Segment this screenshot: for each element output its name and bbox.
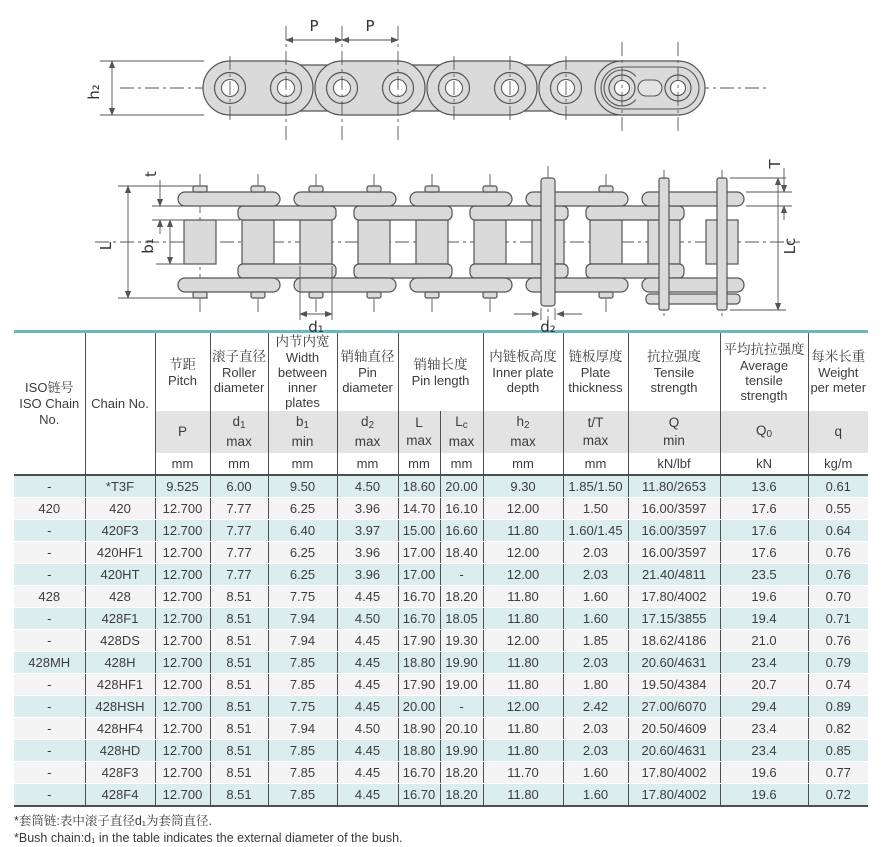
table-cell: 18.80 bbox=[398, 740, 440, 762]
table-cell: 11.80 bbox=[483, 520, 563, 542]
table-cell: 21.0 bbox=[720, 630, 808, 652]
table-cell: 19.30 bbox=[440, 630, 483, 652]
table-cell: 19.4 bbox=[720, 608, 808, 630]
table-cell: - bbox=[14, 564, 85, 586]
table-cell: - bbox=[14, 740, 85, 762]
table-cell: 6.40 bbox=[268, 520, 337, 542]
table-cell: 3.97 bbox=[337, 520, 398, 542]
symbol-cell: d1 max bbox=[210, 411, 268, 453]
table-cell: 19.00 bbox=[440, 674, 483, 696]
table-cell: 7.94 bbox=[268, 630, 337, 652]
table-cell: - bbox=[14, 762, 85, 784]
table-cell: 0.74 bbox=[808, 674, 868, 696]
symbol-cell: q bbox=[808, 411, 868, 453]
table-cell: - bbox=[14, 608, 85, 630]
table-cell: 12.700 bbox=[155, 740, 210, 762]
table-cell: 0.61 bbox=[808, 475, 868, 498]
symbol-cell: h2 max bbox=[483, 411, 563, 453]
table-cell: 20.10 bbox=[440, 718, 483, 740]
table-cell: 9.525 bbox=[155, 475, 210, 498]
table-cell: 0.76 bbox=[808, 542, 868, 564]
table-cell: 7.75 bbox=[268, 586, 337, 608]
table-cell: 18.20 bbox=[440, 784, 483, 807]
table-cell: 2.03 bbox=[563, 564, 628, 586]
table-cell: 1.60 bbox=[563, 586, 628, 608]
col-header-pin-length: 销轴长度 Pin length bbox=[398, 332, 483, 412]
table-cell: 8.51 bbox=[210, 674, 268, 696]
table-cell: 11.70 bbox=[483, 762, 563, 784]
table-cell: 1.60 bbox=[563, 762, 628, 784]
col-header-tensile-strength: 抗拉强度 Tensile strength bbox=[628, 332, 720, 412]
header-cn: ISO链号 bbox=[25, 379, 74, 395]
table-cell: 20.50/4609 bbox=[628, 718, 720, 740]
table-cell: 0.85 bbox=[808, 740, 868, 762]
table-cell: 0.79 bbox=[808, 652, 868, 674]
table-cell: 8.51 bbox=[210, 740, 268, 762]
table-cell: 20.60/4631 bbox=[628, 652, 720, 674]
col-header-inner-plate-depth: 内链板高度 Inner plate depth bbox=[483, 332, 563, 412]
table-cell: 8.51 bbox=[210, 586, 268, 608]
dim-label-pitch-left: P bbox=[309, 17, 319, 35]
table-cell: 9.50 bbox=[268, 475, 337, 498]
unit-cell: mm bbox=[155, 453, 210, 475]
table-row bbox=[14, 652, 868, 674]
col-header-pitch: 节距 Pitch bbox=[155, 332, 210, 412]
table-cell: 11.80 bbox=[483, 740, 563, 762]
col-header-plate-thickness: 链板厚度 Plate thickness bbox=[563, 332, 628, 412]
table-cell: 18.40 bbox=[440, 542, 483, 564]
table-row bbox=[14, 586, 868, 608]
table-cell: 18.62/4186 bbox=[628, 630, 720, 652]
dim-label-h2: h₂ bbox=[85, 84, 103, 100]
table-cell: 2.03 bbox=[563, 652, 628, 674]
dim-label-d2: d₂ bbox=[540, 318, 556, 336]
table-cell: 7.85 bbox=[268, 674, 337, 696]
table-body bbox=[14, 475, 868, 806]
table-cell: 11.80 bbox=[483, 784, 563, 807]
table-cell: 1.50 bbox=[563, 498, 628, 520]
table-cell: 12.700 bbox=[155, 608, 210, 630]
table-cell: 12.700 bbox=[155, 564, 210, 586]
unit-cell: mm bbox=[268, 453, 337, 475]
table-cell: 18.05 bbox=[440, 608, 483, 630]
table-row bbox=[14, 564, 868, 586]
dim-label-pitch-right: P bbox=[365, 17, 375, 35]
table-cell: 428H bbox=[85, 652, 155, 674]
header-en: Chain No. bbox=[91, 395, 149, 411]
table-cell: 18.20 bbox=[440, 586, 483, 608]
table-cell: 14.70 bbox=[398, 498, 440, 520]
table-cell: 12.00 bbox=[483, 542, 563, 564]
table-row bbox=[14, 608, 868, 630]
table-cell: 17.90 bbox=[398, 674, 440, 696]
table-cell: 29.4 bbox=[720, 696, 808, 718]
symbol-cell: L max bbox=[398, 411, 440, 453]
table-cell: 428MH bbox=[14, 652, 85, 674]
table-row bbox=[14, 674, 868, 696]
table-cell: 12.700 bbox=[155, 674, 210, 696]
unit-cell: mm bbox=[563, 453, 628, 475]
table-cell: 0.70 bbox=[808, 586, 868, 608]
table-cell: 9.30 bbox=[483, 475, 563, 498]
symbol-cell: t/T max bbox=[563, 411, 628, 453]
col-header-iso-chain-no bbox=[14, 332, 85, 476]
table-cell: 17.00 bbox=[398, 564, 440, 586]
table-cell: 1.85 bbox=[563, 630, 628, 652]
table-cell: 0.77 bbox=[808, 762, 868, 784]
table-cell: 6.25 bbox=[268, 498, 337, 520]
table-cell: 19.6 bbox=[720, 762, 808, 784]
table-cell: 428F1 bbox=[85, 608, 155, 630]
table-cell: 19.90 bbox=[440, 652, 483, 674]
table-cell: 20.7 bbox=[720, 674, 808, 696]
table-cell: *T3F bbox=[85, 475, 155, 498]
table-cell: 7.85 bbox=[268, 784, 337, 807]
table-cell: - bbox=[14, 630, 85, 652]
table-cell: 17.80/4002 bbox=[628, 586, 720, 608]
header-en: ISO Chain No. bbox=[19, 395, 80, 427]
table-cell: 7.94 bbox=[268, 718, 337, 740]
table-cell: 20.00 bbox=[440, 475, 483, 498]
table-cell: 12.00 bbox=[483, 696, 563, 718]
table-cell: 7.94 bbox=[268, 608, 337, 630]
table-cell: 16.70 bbox=[398, 608, 440, 630]
table-cell: 17.80/4002 bbox=[628, 784, 720, 807]
table-cell: 0.89 bbox=[808, 696, 868, 718]
table-cell: - bbox=[14, 718, 85, 740]
table-cell: 428HD bbox=[85, 740, 155, 762]
rollers bbox=[184, 220, 738, 264]
table-cell: 428F4 bbox=[85, 784, 155, 807]
table-cell: 4.45 bbox=[337, 740, 398, 762]
table-cell: 12.700 bbox=[155, 542, 210, 564]
table-cell: 17.00 bbox=[398, 542, 440, 564]
header-name-row bbox=[14, 332, 868, 412]
table-row bbox=[14, 630, 868, 652]
table-cell: 8.51 bbox=[210, 718, 268, 740]
table-row bbox=[14, 520, 868, 542]
table-cell: 428 bbox=[85, 586, 155, 608]
table-row bbox=[14, 696, 868, 718]
clip-slot bbox=[638, 80, 662, 96]
diagrams bbox=[0, 0, 882, 336]
table-cell: 8.51 bbox=[210, 608, 268, 630]
table-cell: 1.80 bbox=[563, 674, 628, 696]
table-cell: 19.6 bbox=[720, 586, 808, 608]
table-cell: 19.6 bbox=[720, 784, 808, 807]
table-cell: 1.60/1.45 bbox=[563, 520, 628, 542]
table-cell: 11.80 bbox=[483, 674, 563, 696]
symbol-cell: d2 max bbox=[337, 411, 398, 453]
table-cell: 12.00 bbox=[483, 564, 563, 586]
col-header-average-tensile-strength: 平均抗拉强度 Average tensile strength bbox=[720, 332, 808, 412]
dim-label-Lc: Lc bbox=[781, 237, 799, 255]
table-cell: 12.700 bbox=[155, 784, 210, 807]
master-pin bbox=[717, 178, 727, 310]
table-cell: 0.71 bbox=[808, 608, 868, 630]
table-cell: 4.45 bbox=[337, 674, 398, 696]
table-cell: 6.25 bbox=[268, 564, 337, 586]
symbol-cell: Lc max bbox=[440, 411, 483, 453]
table-cell: 3.96 bbox=[337, 498, 398, 520]
table-cell: - bbox=[14, 475, 85, 498]
table-cell: 19.50/4384 bbox=[628, 674, 720, 696]
col-header-chain-no bbox=[85, 332, 155, 476]
table-cell: 1.85/1.50 bbox=[563, 475, 628, 498]
dim-label-b1: b₁ bbox=[139, 238, 157, 254]
col-header-pin-diameter: 销轴直径 Pin diameter bbox=[337, 332, 398, 412]
table-cell: 21.40/4811 bbox=[628, 564, 720, 586]
col-header-weight-per-meter: 每米长重 Weight per meter bbox=[808, 332, 868, 412]
table-cell: 2.42 bbox=[563, 696, 628, 718]
table-cell: 0.82 bbox=[808, 718, 868, 740]
table-cell: 420 bbox=[85, 498, 155, 520]
table-cell: 16.70 bbox=[398, 586, 440, 608]
unit-cell: mm bbox=[398, 453, 440, 475]
table-cell: 0.55 bbox=[808, 498, 868, 520]
table-cell: 23.4 bbox=[720, 652, 808, 674]
table-cell: 15.00 bbox=[398, 520, 440, 542]
table-cell: - bbox=[14, 784, 85, 807]
table-cell: - bbox=[440, 696, 483, 718]
table-cell: 4.45 bbox=[337, 762, 398, 784]
table-row bbox=[14, 498, 868, 520]
symbol-cell: Q0 bbox=[720, 411, 808, 453]
table-cell: 17.15/3855 bbox=[628, 608, 720, 630]
table-cell: 7.77 bbox=[210, 564, 268, 586]
col-header-inner-width: 内节内宽 Width between inner plates bbox=[268, 332, 337, 412]
pin-centerlines bbox=[200, 166, 722, 322]
dim-label-T: T bbox=[766, 159, 784, 169]
table-cell: 17.80/4002 bbox=[628, 762, 720, 784]
table-cell: 428F3 bbox=[85, 762, 155, 784]
table-cell: 18.20 bbox=[440, 762, 483, 784]
table-cell: 12.00 bbox=[483, 630, 563, 652]
connecting-pin bbox=[541, 178, 555, 306]
table-cell: 4.45 bbox=[337, 586, 398, 608]
table-cell: 16.00/3597 bbox=[628, 498, 720, 520]
table-cell: 0.76 bbox=[808, 564, 868, 586]
table-cell: 23.4 bbox=[720, 718, 808, 740]
dim-label-L: L bbox=[97, 241, 115, 251]
table-cell: 18.60 bbox=[398, 475, 440, 498]
table-cell: 3.96 bbox=[337, 564, 398, 586]
table-cell: 12.700 bbox=[155, 498, 210, 520]
table-row bbox=[14, 784, 868, 807]
table-cell: 8.51 bbox=[210, 762, 268, 784]
table-cell: 8.51 bbox=[210, 696, 268, 718]
table-cell: 11.80 bbox=[483, 608, 563, 630]
table-cell: - bbox=[14, 674, 85, 696]
table-cell: 12.700 bbox=[155, 520, 210, 542]
table-cell: 23.4 bbox=[720, 740, 808, 762]
table-cell: 4.45 bbox=[337, 696, 398, 718]
table-cell: 4.50 bbox=[337, 718, 398, 740]
table-cell: 18.90 bbox=[398, 718, 440, 740]
table-cell: 7.85 bbox=[268, 740, 337, 762]
table-cell: 18.80 bbox=[398, 652, 440, 674]
table-cell: 12.00 bbox=[483, 498, 563, 520]
table-cell: 3.96 bbox=[337, 542, 398, 564]
table-cell: 428 bbox=[14, 586, 85, 608]
symbol-cell: P bbox=[155, 411, 210, 453]
table-cell: 2.03 bbox=[563, 740, 628, 762]
chain-plan-view-diagram bbox=[0, 150, 882, 335]
table-row bbox=[14, 542, 868, 564]
table-cell: 12.700 bbox=[155, 762, 210, 784]
table-cell: 17.6 bbox=[720, 542, 808, 564]
table-cell: 7.85 bbox=[268, 762, 337, 784]
table-cell: 4.50 bbox=[337, 608, 398, 630]
table-cell: 8.51 bbox=[210, 652, 268, 674]
table-cell: 19.90 bbox=[440, 740, 483, 762]
unit-cell: kg/m bbox=[808, 453, 868, 475]
table-cell: 7.77 bbox=[210, 498, 268, 520]
table-cell: 0.72 bbox=[808, 784, 868, 807]
table-cell: 11.80/2653 bbox=[628, 475, 720, 498]
unit-cell: kN/lbf bbox=[628, 453, 720, 475]
table-cell: 23.5 bbox=[720, 564, 808, 586]
table-cell: 428HF1 bbox=[85, 674, 155, 696]
table-cell: 428DS bbox=[85, 630, 155, 652]
footnotes bbox=[0, 807, 882, 847]
table-row bbox=[14, 740, 868, 762]
table-cell: 6.25 bbox=[268, 542, 337, 564]
dim-label-d1: d₁ bbox=[308, 318, 324, 336]
table-cell: 7.77 bbox=[210, 520, 268, 542]
table-cell: 12.700 bbox=[155, 630, 210, 652]
table-cell: 1.60 bbox=[563, 608, 628, 630]
table-cell: 4.50 bbox=[337, 475, 398, 498]
table-cell: - bbox=[440, 564, 483, 586]
table-cell: 8.51 bbox=[210, 630, 268, 652]
table-cell: 420HT bbox=[85, 564, 155, 586]
table-cell: 16.70 bbox=[398, 784, 440, 807]
table-cell: 27.00/6070 bbox=[628, 696, 720, 718]
table-cell: 2.03 bbox=[563, 718, 628, 740]
table-cell: 12.700 bbox=[155, 696, 210, 718]
dim-label-t: t bbox=[142, 171, 160, 177]
table-cell: 20.00 bbox=[398, 696, 440, 718]
chain-side-view-diagram bbox=[0, 0, 882, 145]
footnote-cn: *套筒链:表中滚子直径d₁为套筒直径. bbox=[14, 814, 212, 828]
table-cell: 1.60 bbox=[563, 784, 628, 807]
table-cell: - bbox=[14, 542, 85, 564]
symbol-cell: Q min bbox=[628, 411, 720, 453]
table-cell: 420F3 bbox=[85, 520, 155, 542]
table-cell: 20.60/4631 bbox=[628, 740, 720, 762]
unit-cell: kN bbox=[720, 453, 808, 475]
table-cell: 12.700 bbox=[155, 586, 210, 608]
table-cell: 6.00 bbox=[210, 475, 268, 498]
unit-cell: mm bbox=[337, 453, 398, 475]
table-cell: 11.80 bbox=[483, 718, 563, 740]
table-cell: 420 bbox=[14, 498, 85, 520]
master-pin bbox=[659, 178, 669, 310]
table-cell: 4.45 bbox=[337, 652, 398, 674]
table-section bbox=[0, 330, 882, 807]
table-cell: 7.77 bbox=[210, 542, 268, 564]
table-cell: 11.80 bbox=[483, 586, 563, 608]
table-cell: 16.10 bbox=[440, 498, 483, 520]
table-cell: 17.6 bbox=[720, 498, 808, 520]
table-row bbox=[14, 718, 868, 740]
table-cell: 13.6 bbox=[720, 475, 808, 498]
table-cell: 16.00/3597 bbox=[628, 542, 720, 564]
table-row bbox=[14, 762, 868, 784]
table-cell: 8.51 bbox=[210, 784, 268, 807]
unit-cell: mm bbox=[210, 453, 268, 475]
table-cell: 11.80 bbox=[483, 652, 563, 674]
table-cell: 7.85 bbox=[268, 652, 337, 674]
unit-cell: mm bbox=[440, 453, 483, 475]
table-cell: - bbox=[14, 696, 85, 718]
table-cell: - bbox=[14, 520, 85, 542]
table-cell: 420HF1 bbox=[85, 542, 155, 564]
table-cell: 17.90 bbox=[398, 630, 440, 652]
table-cell: 16.00/3597 bbox=[628, 520, 720, 542]
table-cell: 4.45 bbox=[337, 630, 398, 652]
table-cell: 12.700 bbox=[155, 652, 210, 674]
table-cell: 12.700 bbox=[155, 718, 210, 740]
table-cell: 0.76 bbox=[808, 630, 868, 652]
table-row bbox=[14, 475, 868, 498]
symbol-cell: b1 min bbox=[268, 411, 337, 453]
spec-table bbox=[14, 330, 868, 807]
table-cell: 4.45 bbox=[337, 784, 398, 807]
table-cell: 16.60 bbox=[440, 520, 483, 542]
table-cell: 16.70 bbox=[398, 762, 440, 784]
table-cell: 7.75 bbox=[268, 696, 337, 718]
table-cell: 428HF4 bbox=[85, 718, 155, 740]
table-cell: 428HSH bbox=[85, 696, 155, 718]
col-header-roller-diameter: 滚子直径 Roller diameter bbox=[210, 332, 268, 412]
unit-cell: mm bbox=[483, 453, 563, 475]
table-cell: 2.03 bbox=[563, 542, 628, 564]
footnote-en: *Bush chain:d₁ in the table indicates the external diameter of the bush. bbox=[14, 831, 403, 845]
table-cell: 0.64 bbox=[808, 520, 868, 542]
table-cell: 17.6 bbox=[720, 520, 808, 542]
